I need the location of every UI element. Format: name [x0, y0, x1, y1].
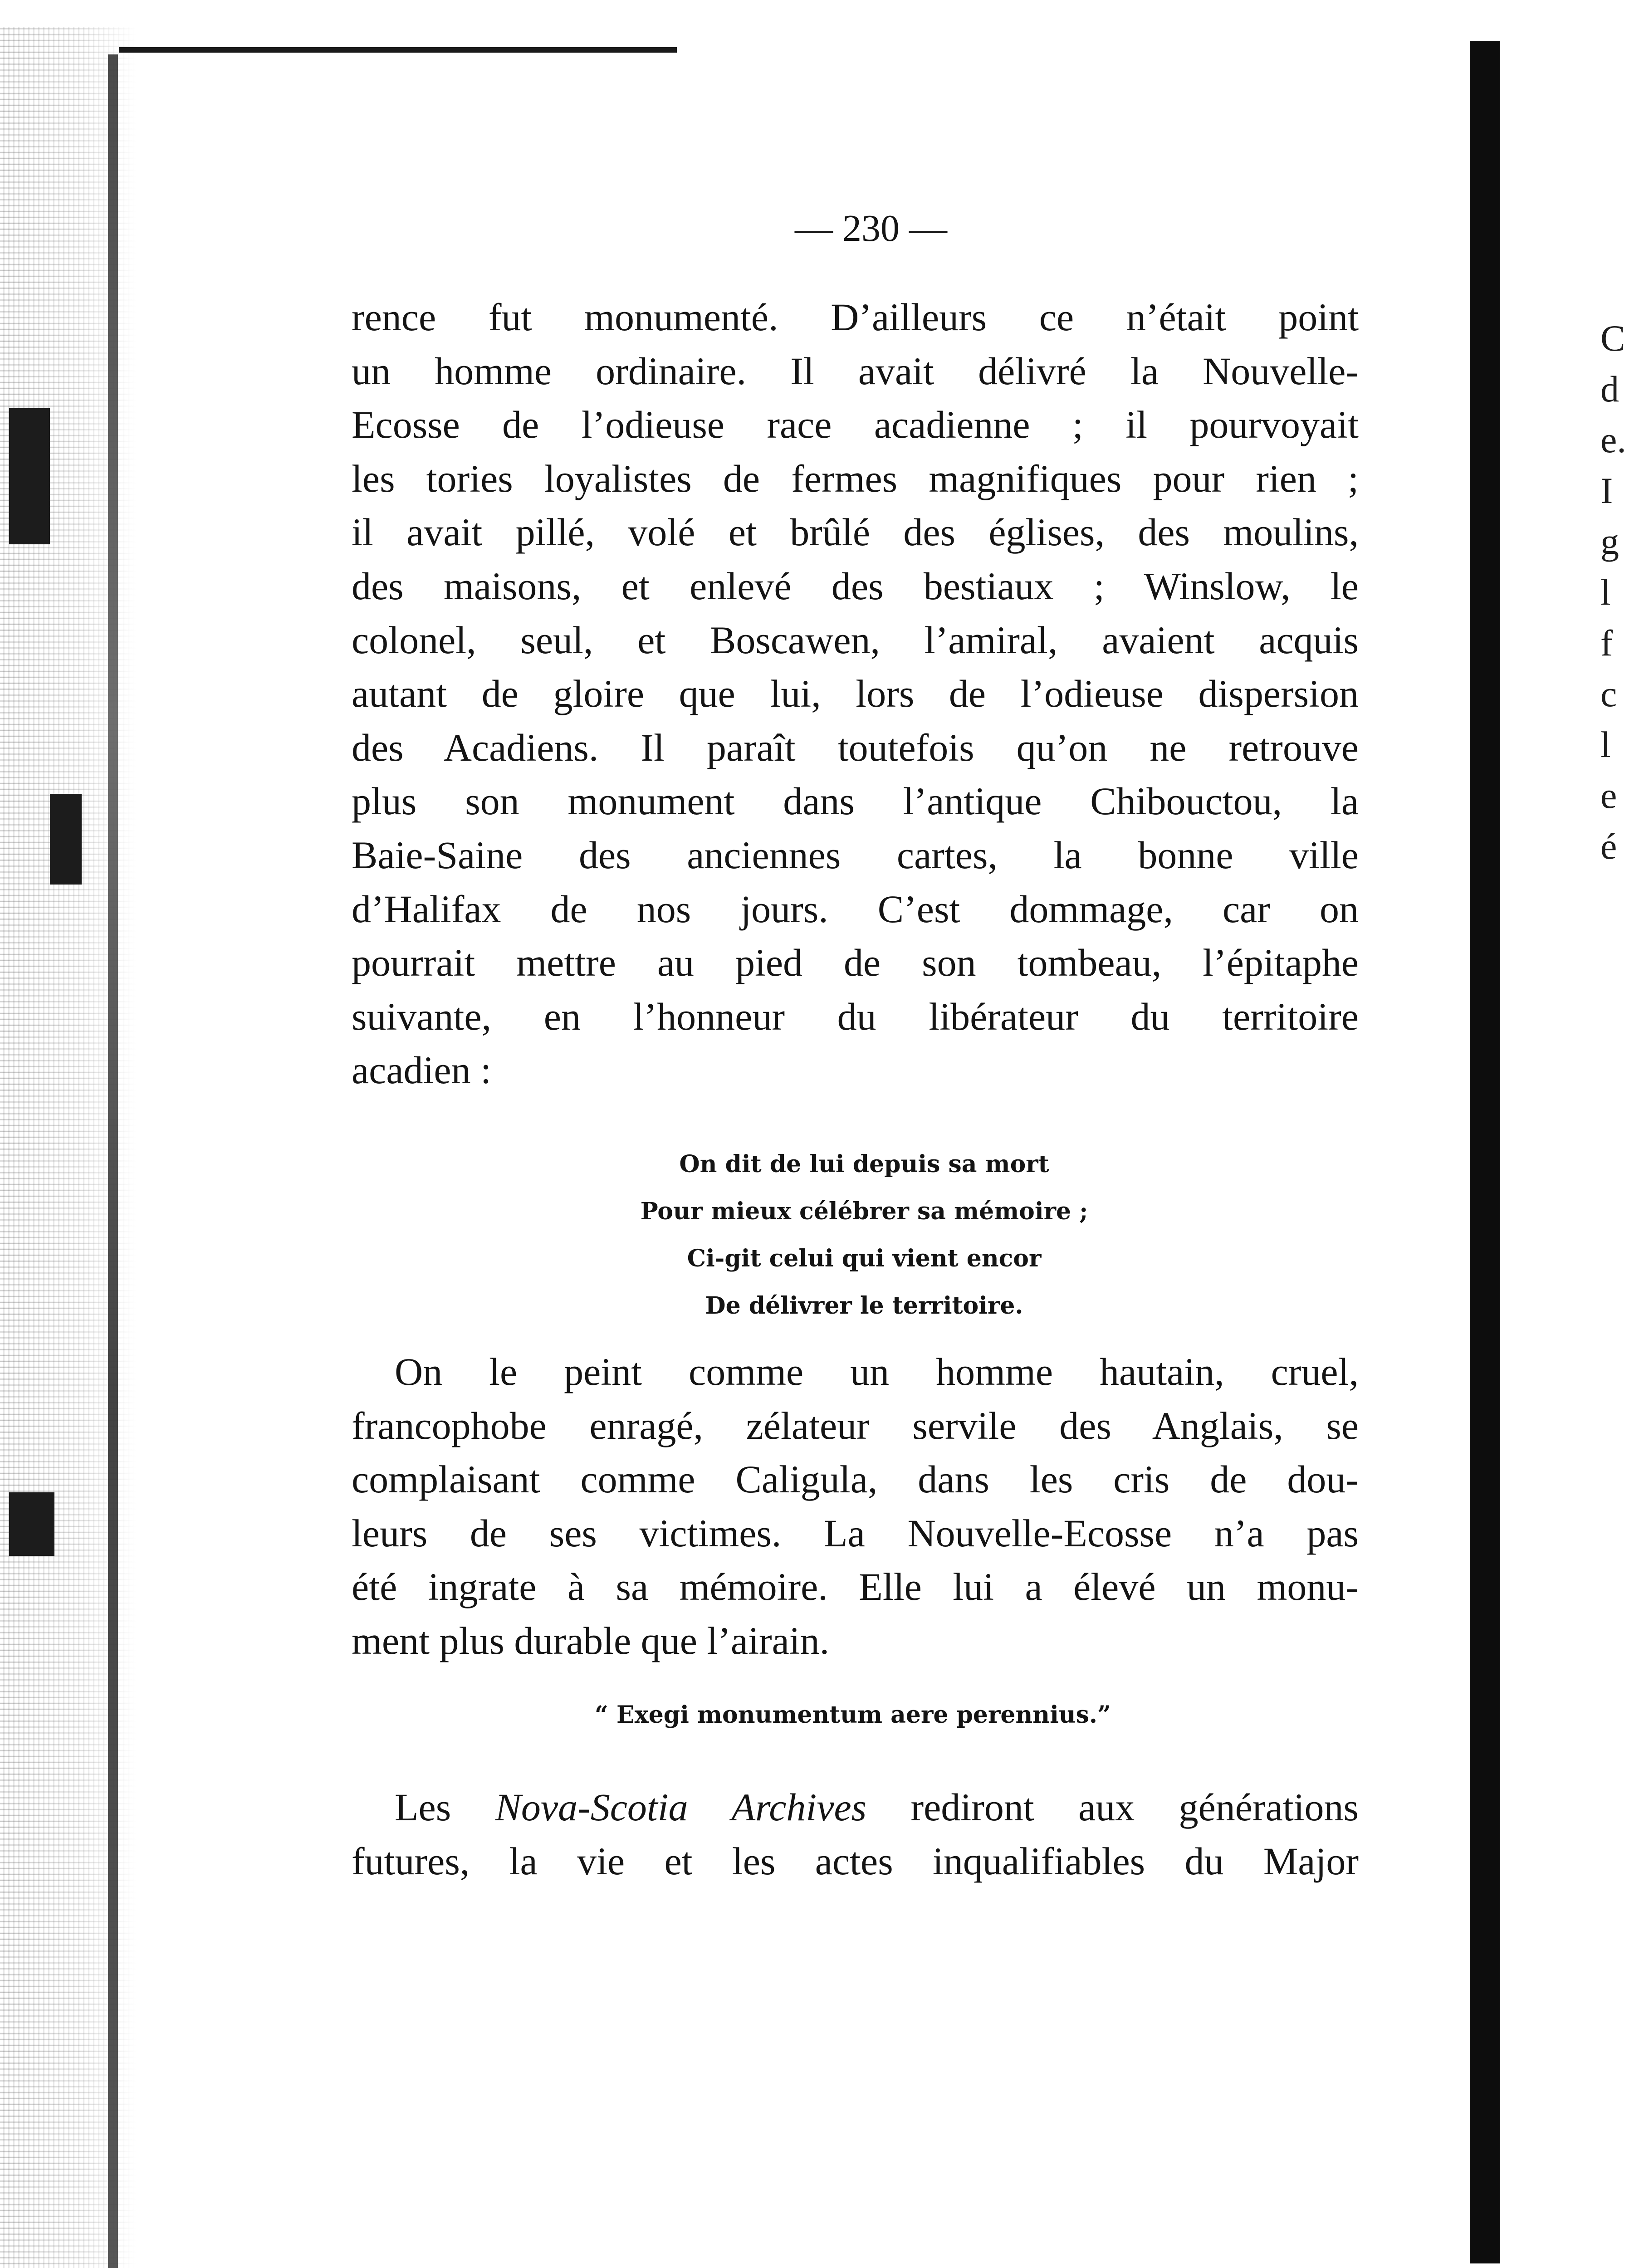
margin-letter: g [1600, 521, 1619, 562]
text-line: colonel, seul, et Boscawen, l’amiral, avaient acquis [352, 618, 1359, 662]
epitaph-poem [599, 1141, 1130, 1330]
text-line: été ingrate à sa mémoire. Elle lui a élevé un monu- [352, 1565, 1359, 1609]
margin-letter: é [1600, 826, 1617, 867]
poem-verse: Pour mieux célébrer sa mémoire ; [640, 1198, 1088, 1225]
text-line: Baie-Saine des anciennes cartes, la bonne ville [352, 833, 1359, 877]
margin-letter: e. [1600, 419, 1626, 460]
binding-blot [50, 794, 82, 885]
paragraph-2 [352, 1345, 1359, 1668]
book-binding-edge [108, 54, 118, 2268]
top-rule [119, 47, 677, 53]
text-line: futures, la vie et les actes inqualifiables du Major [352, 1839, 1359, 1883]
text-run: rediront aux générations [866, 1785, 1359, 1829]
paragraph-1 [352, 290, 1359, 1097]
text-line: leurs de ses victimes. La Nouvelle-Ecosse n’a pas [352, 1511, 1359, 1555]
page-number: — 230 — [795, 207, 947, 249]
margin-letter: l [1600, 724, 1611, 765]
text-line: des Acadiens. Il paraît toutefois qu’on ne retrouve [352, 725, 1359, 769]
text-line: Ecosse de l’odieuse race acadienne ; il pourvoyait [352, 403, 1359, 447]
text-line: des maisons, et enlevé des bestiaux ; Winslow, le [352, 564, 1359, 608]
margin-letter: I [1600, 470, 1613, 511]
text-line: suivante, en l’honneur du libérateur du territoire [352, 994, 1359, 1038]
margin-letter: e [1600, 775, 1617, 816]
binding-blot [9, 1492, 54, 1556]
italic-title: Nova-Scotia Archives [495, 1785, 867, 1829]
margin-letter: C [1600, 318, 1625, 359]
paragraph-3 [352, 1780, 1359, 1888]
text-line: acadien : [352, 1048, 491, 1092]
text-line: un homme ordinaire. Il avait délivré la Nouvelle- [352, 349, 1359, 393]
text-line: ment plus durable que l’airain. [352, 1618, 830, 1662]
poem-verse: Ci-git celui qui vient encor [687, 1245, 1042, 1272]
binding-blot [9, 408, 50, 544]
margin-letter: c [1600, 673, 1617, 714]
margin-letter: l [1600, 572, 1611, 613]
latin-epigraph: “ Exegi monumentum aere perennius.” [595, 1701, 1111, 1729]
page-gutter-shadow [1470, 41, 1500, 2263]
text-line: pourrait mettre au pied de son tombeau, l’épitaphe [352, 941, 1359, 985]
text-line: francophobe enragé, zélateur servile des Anglais, se [352, 1403, 1359, 1447]
margin-letter: d [1600, 368, 1619, 410]
text-run: Les [395, 1785, 495, 1829]
text-line: complaisant comme Caligula, dans les cris de dou- [352, 1457, 1359, 1501]
poem-verse: De délivrer le territoire. [705, 1292, 1023, 1320]
poem-verse: On dit de lui depuis sa mort [679, 1150, 1049, 1178]
next-page-margin-letters [1600, 313, 1634, 872]
text-line: plus son monument dans l’antique Chibouctou, la [352, 779, 1359, 823]
text-line: les tories loyalistes de fermes magnifiques pour rien ; [352, 456, 1359, 500]
text-line: d’Halifax de nos jours. C’est dommage, car on [352, 887, 1359, 931]
text-line: autant de gloire que lui, lors de l’odieuse dispersion [352, 672, 1359, 716]
margin-letter: f [1600, 622, 1613, 664]
text-line: il avait pillé, volé et brûlé des églises, des moulins, [352, 510, 1359, 554]
text-line: On le peint comme un homme hautain, cruel, [395, 1350, 1359, 1393]
text-line [352, 1780, 1359, 1834]
text-line: rence fut monumenté. D’ailleurs ce n’était point [352, 295, 1359, 339]
